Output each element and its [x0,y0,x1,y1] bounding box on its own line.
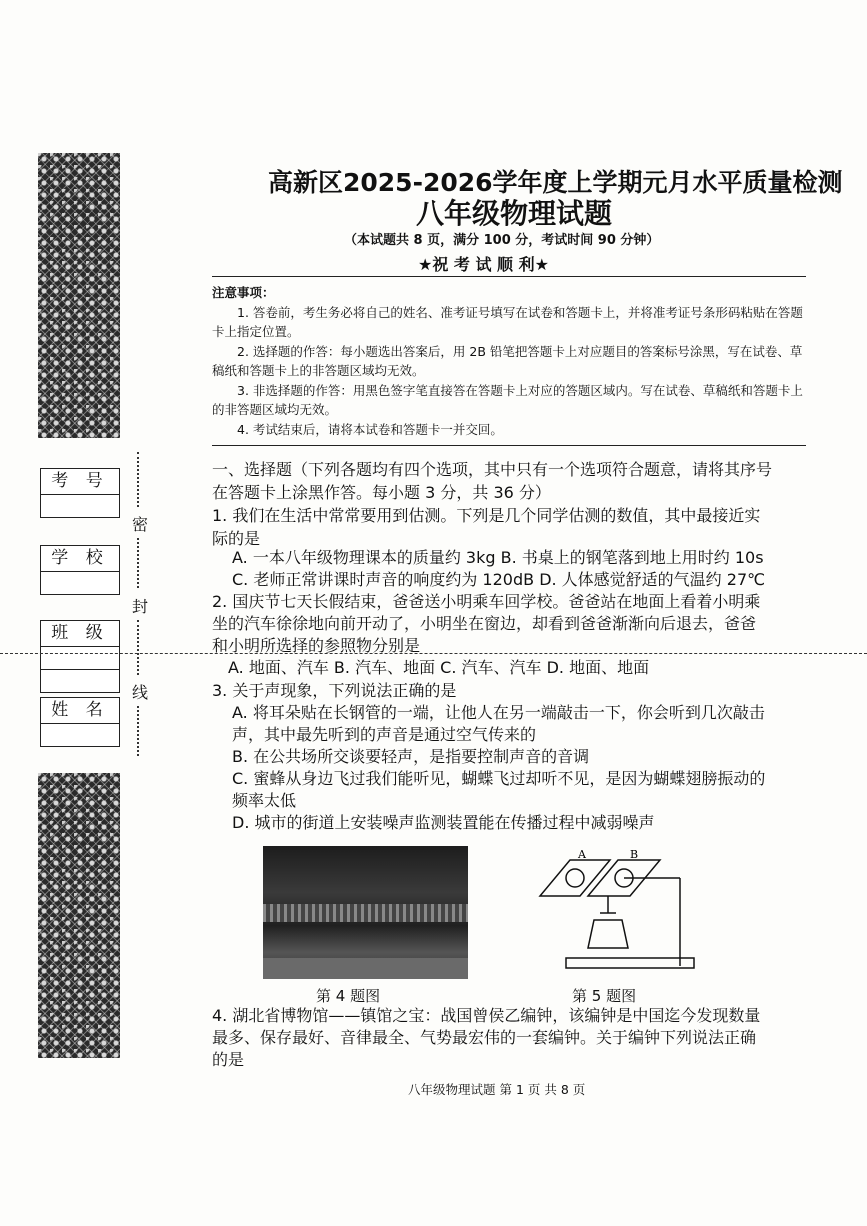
school-box [40,545,120,595]
exam-number-label: 考 号 [41,469,119,495]
page-footer: 八年级物理试题 第 1 页 共 8 页 [408,1082,586,1097]
notice-rule [212,445,806,446]
fig5-label-a: A [578,848,586,861]
exam-subject-title: 八年级物理试题 [416,197,613,230]
school-label: 学 校 [41,546,119,572]
q2-stem-line2: 坐的汽车徐徐地向前开动了，小明坐在窗边，却看到爸爸渐渐向后退去，爸爸 [212,614,757,633]
q2-stem-line1: 2. 国庆节七天长假结束，爸爸送小明乘车回学校。爸爸站在地面上看着小明乘 [212,592,761,611]
notice-item-4: 4. 考试结束后，请将本试卷和答题卡一并交回。 [237,421,503,437]
fig5-diagram [530,848,700,976]
exam-number-box [40,468,120,518]
seal-char-feng: 封 [132,597,149,616]
notice-block [212,283,807,439]
q1-stem-line1: 1. 我们在生活中常常要用到估测。下列是几个同学估测的数值，其中最接近实 [212,506,761,525]
fig4-photo-floor [263,958,468,979]
q3-option-c-line2: 频率太低 [232,791,297,810]
q4-stem-line2: 最多、保存最好、音律最全、气势最宏伟的一套编钟。关于编钟下列说法正确 [212,1028,757,1047]
name-box [40,697,120,747]
blessing: ★祝 考 试 顺 利★ [418,255,549,274]
decorative-pattern-top [38,153,120,438]
q1-options-row1: A. 一本八年级物理课本的质量约 3kg B. 书桌上的钢笔落到地上用时约 10s [232,548,764,567]
exam-title: 高新区2025-2026学年度上学期元月水平质量检测 [268,168,843,197]
fig5-base [566,958,694,968]
q3-option-a-line1: A. 将耳朵贴在长钢管的一端，让他人在另一端敲击一下，你会听到几次敲击 [232,703,765,722]
exam-number-blank [41,495,119,517]
seal-dotted-line-1 [137,452,139,507]
header-rule [212,276,806,277]
q3-stem: 3. 关于声现象，下列说法正确的是 [212,681,457,700]
fig5-circle-a [566,869,584,887]
q4-stem-line1: 4. 湖北省博物馆——镇馆之宝：战国曾侯乙编钟，该编钟是中国迄今发现数量 [212,1006,761,1025]
notice-heading: 注意事项： [212,285,275,300]
school-blank [41,572,119,594]
fig5-caption: 第 5 题图 [572,987,637,1005]
seal-dotted-line-2 [137,538,139,588]
notice-item-3: 3. 非选择题的作答：用黑色签字笔直接答在答题卡上对应的答题区域内。写在试卷、草稿纸和答题卡上的非答题区域均无效。 [212,382,803,417]
class-label: 班 级 [41,621,119,647]
fig5-label-b: B [630,848,639,861]
seal-dotted-line-4 [137,706,139,756]
seal-dotted-line-3 [137,620,139,675]
notice-item-2: 2. 选择题的作答：每小题选出答案后，用 2B 铅笔把答题卡上对应题目的答案标号涂黑，写在试卷、草稿纸和答题卡上的非答题区域均无效。 [212,343,803,378]
decorative-pattern-bottom [38,773,120,1058]
seal-char-xian: 线 [132,683,149,702]
class-blank [41,647,119,669]
section-heading-line1: 一、选择题（下列各题均有四个选项，其中只有一个选项符合题意，请将其序号 [212,460,773,479]
q1-stem-line2: 际的是 [212,529,261,548]
q1-options-row2: C. 老师正常讲课时声音的响度约为 120dB D. 人体感觉舒适的气温约 27℃ [232,570,766,589]
seal-char-mi: 密 [132,515,149,534]
fig5-board-a [540,860,610,896]
exam-subtitle: （本试题共 8 页，满分 100 分，考试时间 90 分钟） [344,233,660,248]
q4-stem-line3: 的是 [212,1050,245,1069]
cut-line [0,653,867,654]
q2-stem-line3: 和小明所选择的参照物分别是 [212,636,421,655]
class-box [40,620,120,693]
fig5-lamp [588,920,628,948]
q3-option-c-line1: C. 蜜蜂从身边飞过我们能听见，蝴蝶飞过却听不见，是因为蝴蝶翅膀振动的 [232,769,766,788]
notice-item-1: 1. 答卷前，考生务必将自己的姓名、准考证号填写在试卷和答题卡上，并将准考证号条形码粘贴在答题卡上指定位置。 [212,304,803,339]
fig4-photo-band [263,904,468,922]
name-label: 姓 名 [41,698,119,724]
fig4-photo [263,846,468,979]
q3-option-a-line2: 声，其中最先听到的声音是通过空气传来的 [232,725,537,744]
fig4-caption: 第 4 题图 [316,987,381,1005]
q3-option-b: B. 在公共场所交谈要轻声，是指要控制声音的音调 [232,747,590,766]
name-blank [41,724,119,746]
section-heading-line2: 在答题卡上涂黑作答。每小题 3 分，共 36 分） [212,483,551,502]
class-blank-2 [41,669,119,692]
q3-option-d: D. 城市的街道上安装噪声监测装置能在传播过程中减弱噪声 [232,813,655,832]
q2-options: A. 地面、汽车 B. 汽车、地面 C. 汽车、汽车 D. 地面、地面 [228,658,650,677]
